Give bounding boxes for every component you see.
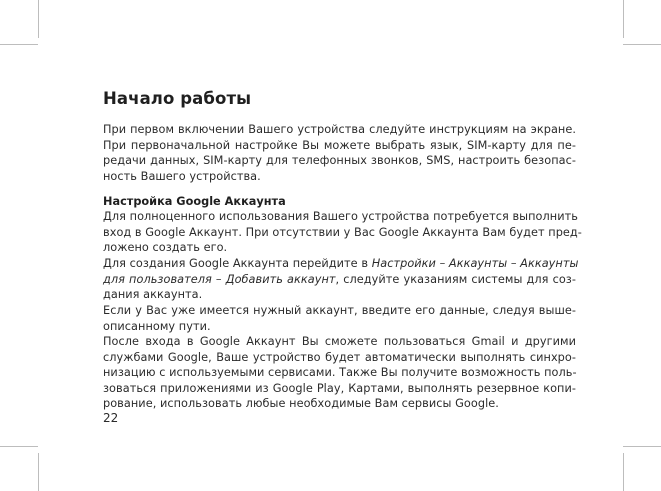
- page-number: 22: [103, 411, 119, 425]
- menu-path-text: для пользователя – Добавить аккаунт: [103, 272, 336, 286]
- text-span: Для создания Google Аккаунта перейдите в: [103, 257, 372, 270]
- section-subtitle: Настройка Google Аккаунта: [103, 195, 286, 208]
- crop-mark-top-right-vertical: [623, 0, 624, 38]
- page-heading: Начало работы: [103, 89, 252, 108]
- paragraph-line: [103, 256, 579, 272]
- intro-line: При первом включении Вашего устройства следуйте инструкциям на экране.: [103, 123, 576, 136]
- menu-path-text: Настройки – Аккаунты – Аккаунты: [371, 257, 579, 270]
- paragraph-line: Для полноценного использования Вашего устройства потребуется выполнить: [103, 210, 578, 223]
- crop-mark-top-left-vertical: [38, 0, 39, 38]
- paragraph-line: дания аккаунта.: [103, 288, 203, 302]
- intro-line: При первоначальной настройке Вы можете выбрать язык, SIM-карту для пе-: [103, 138, 576, 152]
- crop-mark-bottom-right-horizontal: [623, 446, 661, 447]
- paragraph-line: зоваться приложениями из Google Play, Картами, выполнять резервное копи-: [103, 381, 576, 395]
- paragraph-line: Если у Вас уже имеется нужный аккаунт, введите его данные, следуя выше-: [103, 304, 576, 317]
- paragraph-line: описанному пути.: [103, 319, 211, 333]
- crop-mark-bottom-left-vertical: [38, 453, 39, 491]
- paragraph-line: вход в Google Аккаунт. При отсутствии у Вас Google Аккаунта Вам будет пред-: [103, 225, 582, 239]
- google-paragraph-4: [103, 334, 576, 412]
- intro-line: ность Вашего устройства.: [103, 169, 261, 183]
- paragraph-line: рование, использовать любые необходимые Вам сервисы Google.: [103, 397, 499, 411]
- text-span: , следуйте указаниям системы для соз-: [335, 272, 576, 286]
- paragraph-line: ложено создать его.: [103, 241, 228, 255]
- google-paragraph-1: [103, 209, 582, 256]
- paragraph-line: низацию с используемыми сервисами. Также Вы получите возможность поль-: [103, 366, 577, 380]
- paragraph-line: После входа в Google Аккаунт Вы сможете пользоваться Gmail и другими: [103, 335, 576, 348]
- google-paragraph-2: [103, 256, 579, 303]
- crop-mark-top-right-horizontal: [623, 44, 661, 45]
- google-paragraph-3: [103, 303, 576, 334]
- paragraph-line: [103, 272, 576, 288]
- crop-mark-top-left-horizontal: [0, 44, 38, 45]
- paragraph-line: службами Google, Ваше устройство будет автоматически выполнять синхро-: [103, 350, 576, 364]
- crop-mark-bottom-left-horizontal: [0, 446, 38, 447]
- crop-mark-bottom-right-vertical: [623, 453, 624, 491]
- intro-line: редачи данных, SIM-карту для телефонных звонков, SMS, настроить безопас-: [103, 154, 576, 168]
- intro-paragraph: [103, 122, 576, 184]
